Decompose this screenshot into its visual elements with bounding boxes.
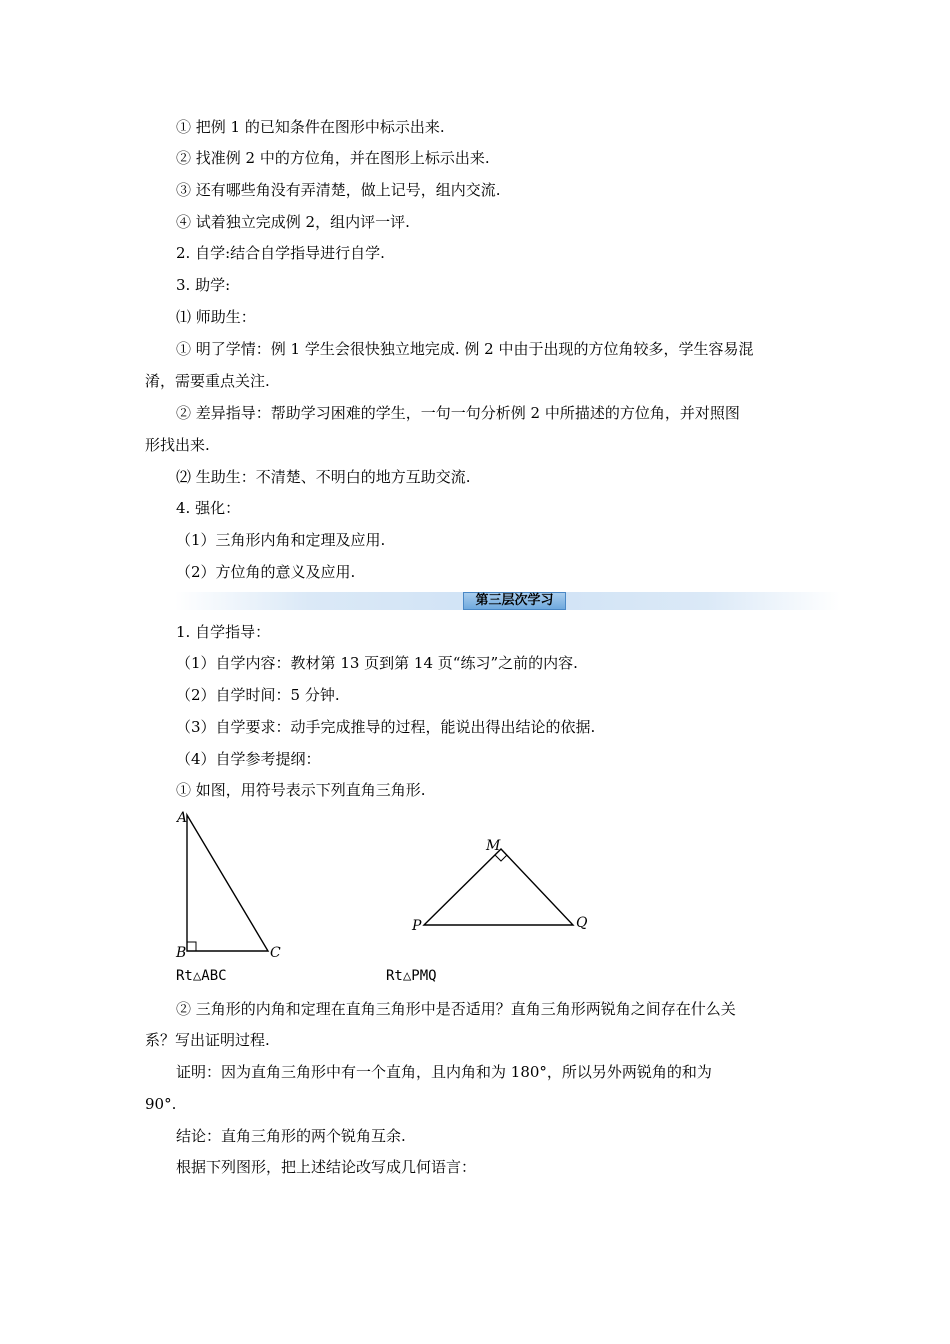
text-line: （1）自学内容：教材第 13 页到第 14 页“练习”之前的内容. xyxy=(176,654,578,672)
text-line: 证明：因为直角三角形中有一个直角，且内角和为 180°，所以另外两锐角的和为 xyxy=(176,1063,712,1081)
text-line: 淆，需要重点关注. xyxy=(145,372,270,390)
text-line: ⑴ 师助生： xyxy=(176,308,256,326)
text-line: （3）自学要求：动手完成推导的过程，能说出得出结论的依据. xyxy=(176,718,596,736)
text-line: 根据下列图形，把上述结论改写成几何语言： xyxy=(176,1158,477,1176)
text-line: ⑵ 生助生：不清楚、不明白的地方互助交流. xyxy=(176,468,471,486)
text-line: ② 差异指导：帮助学习困难的学生，一句一句分析例 2 中所描述的方位角，并对照图 xyxy=(176,404,740,422)
text-line: ① 如图，用符号表示下列直角三角形. xyxy=(176,781,426,799)
triangle-abc xyxy=(175,810,281,961)
text-line: 形找出来. xyxy=(145,436,210,454)
vertex-label-q: Q xyxy=(576,915,588,931)
text-line: ② 找准例 2 中的方位角，并在图形上标示出来. xyxy=(176,149,490,167)
vertex-label-p: P xyxy=(412,918,422,934)
text-line: （2）自学时间：5 分钟. xyxy=(176,686,340,704)
vertex-label-c: C xyxy=(270,945,281,961)
text-line: （4）自学参考提纲： xyxy=(176,750,321,768)
text-line: 3. 助学: xyxy=(176,276,231,294)
vertex-label-m: M xyxy=(486,838,501,854)
text-line: ④ 试着独立完成例 2，组内评一评. xyxy=(176,213,410,231)
triangle-pmq-caption: Rt△PMQ xyxy=(386,968,437,984)
text-line: （1）三角形内角和定理及应用. xyxy=(176,531,386,549)
text-line: （2）方位角的意义及应用. xyxy=(176,563,356,581)
text-line: 2. 自学:结合自学指导进行自学. xyxy=(176,244,385,262)
vertex-label-b: B xyxy=(176,945,187,961)
text-line: 4. 强化： xyxy=(176,499,241,517)
text-line: ① 把例 1 的已知条件在图形中标示出来. xyxy=(176,118,445,136)
triangle-pmq xyxy=(411,838,588,934)
text-line: 90°. xyxy=(145,1095,177,1113)
text-line: ② 三角形的内角和定理在直角三角形中是否适用？直角三角形两锐角之间存在什么关 xyxy=(176,1000,736,1018)
text-line: ③ 还有哪些角没有弄清楚，做上记号，组内交流. xyxy=(176,181,501,199)
text-line: 结论：直角三角形的两个锐角互余. xyxy=(176,1127,406,1145)
vertex-label-a: A xyxy=(177,810,188,826)
triangle-abc-caption: Rt△ABC xyxy=(176,968,227,984)
section-banner-title: 第三层次学习 xyxy=(463,592,566,610)
text-line: 系？写出证明过程. xyxy=(145,1031,270,1049)
text-line: ① 明了学情：例 1 学生会很快独立地完成. 例 2 中由于出现的方位角较多，学生容易混 xyxy=(176,340,754,358)
text-line: 1. 自学指导： xyxy=(176,623,271,641)
